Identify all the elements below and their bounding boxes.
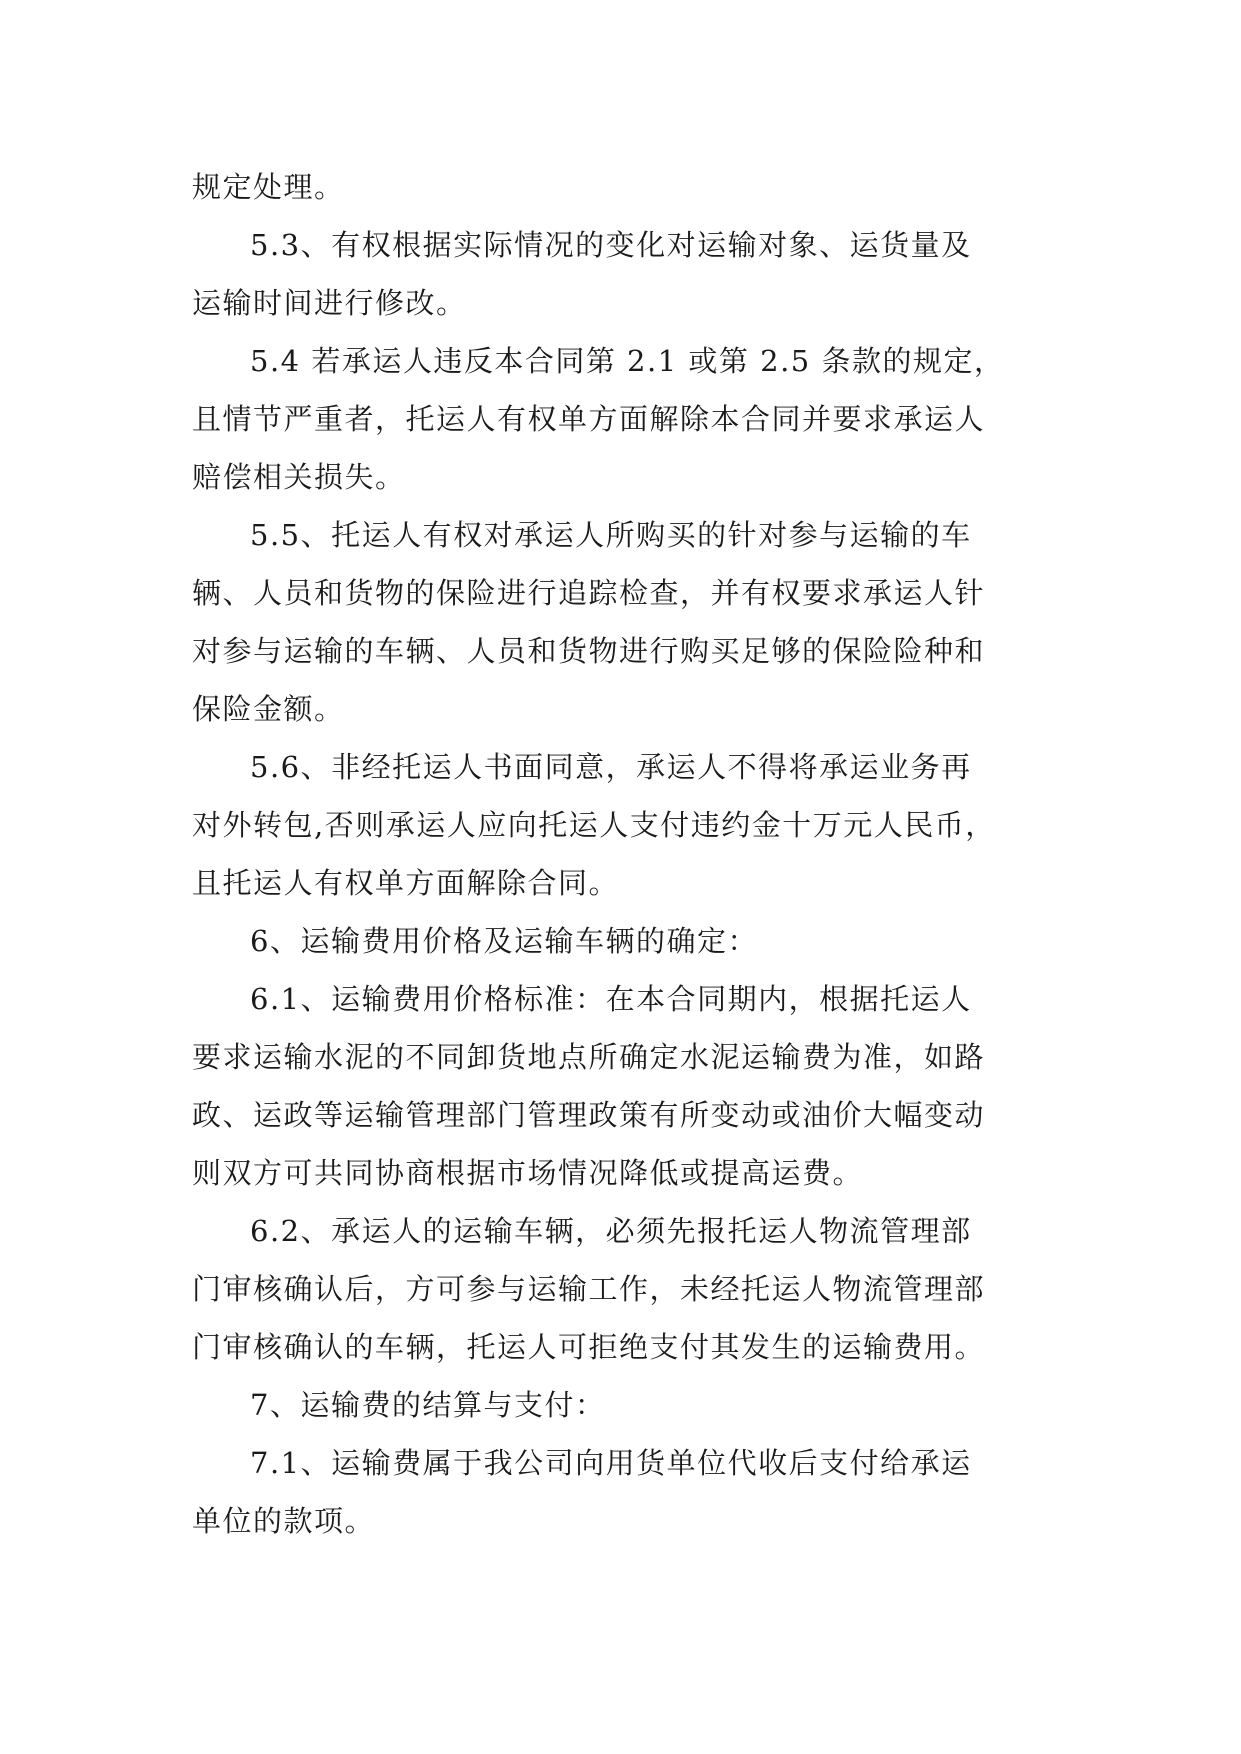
text-line: 运输时间进行修改。	[192, 286, 467, 320]
text-line: 6.1、运输费用价格标准：在本合同期内，根据托运人	[250, 982, 972, 1016]
text-line: 单位的款项。	[192, 1504, 376, 1538]
text-line: 5.5、托运人有权对承运人所购买的针对参与运输的车	[250, 518, 972, 552]
text-line: 门审核确认后，方可参与运输工作，未经托运人物流管理部	[192, 1272, 986, 1306]
text-line: 规定处理。	[192, 170, 345, 204]
text-line: 赔偿相关损失。	[192, 460, 406, 494]
contract-body-text	[192, 158, 1064, 1550]
text-line: 7、运输费的结算与支付：	[250, 1388, 606, 1422]
text-line: 则双方可共同协商根据市场情况降低或提高运费。	[192, 1156, 864, 1190]
text-line: 门审核确认的车辆，托运人可拒绝支付其发生的运输费用。	[192, 1330, 986, 1364]
text-line: 7.1、运输费属于我公司向用货单位代收后支付给承运	[250, 1446, 972, 1480]
text-line: 6.2、承运人的运输车辆，必须先报托运人物流管理部	[250, 1214, 972, 1248]
text-line: 5.4 若承运人违反本合同第 2.1 或第 2.5 条款的规定，	[250, 344, 1005, 378]
text-line: 6、运输费用价格及运输车辆的确定：	[250, 924, 758, 958]
text-line: 政、运政等运输管理部门管理政策有所变动或油价大幅变动	[192, 1098, 986, 1132]
text-line: 且托运人有权单方面解除合同。	[192, 866, 620, 900]
text-line: 5.6、非经托运人书面同意，承运人不得将承运业务再	[250, 750, 972, 784]
text-line: 对参与运输的车辆、人员和货物进行购买足够的保险险种和	[192, 634, 986, 668]
text-line: 且情节严重者，托运人有权单方面解除本合同并要求承运人	[192, 402, 986, 436]
text-line: 5.3、有权根据实际情况的变化对运输对象、运货量及	[250, 228, 972, 262]
text-line: 保险金额。	[192, 692, 345, 726]
text-line: 对外转包,否则承运人应向托运人支付违约金十万元人民币，	[192, 808, 996, 842]
text-line: 辆、人员和货物的保险进行追踪检查，并有权要求承运人针	[192, 576, 986, 610]
text-line: 要求运输水泥的不同卸货地点所确定水泥运输费为准，如路	[192, 1040, 986, 1074]
